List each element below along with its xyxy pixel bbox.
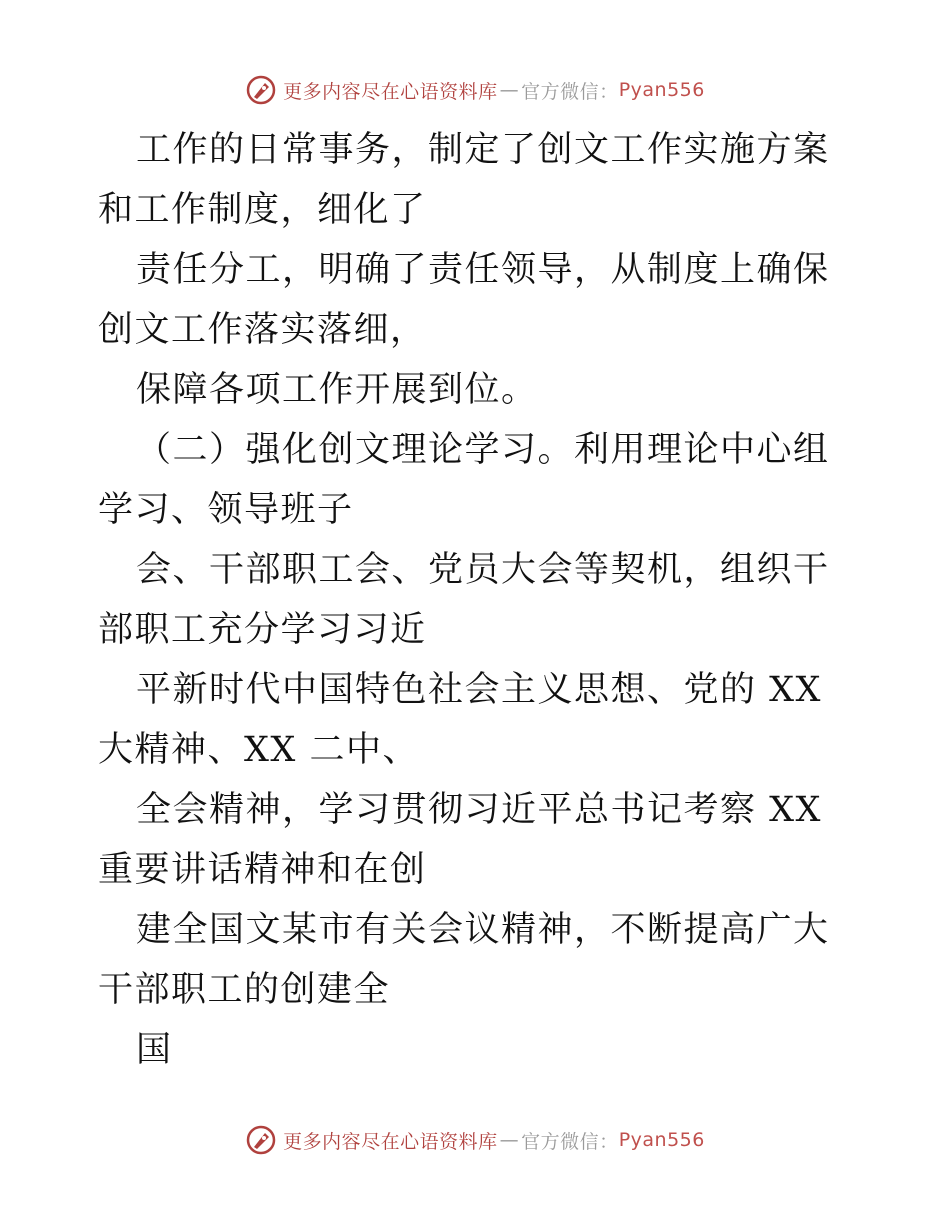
paragraph: 平新时代中国特色社会主义思想、党的 XX 大精神、XX 二中、 [98, 670, 822, 770]
pen-nib-logo-icon [245, 74, 277, 106]
banner-dash: — [499, 1129, 520, 1151]
pen-nib-logo-icon [245, 1124, 277, 1156]
paragraph: 会、干部职工会、党员大会等契机，组织干部职工充分学习习近 [98, 550, 830, 650]
paragraph: 工作的日常事务，制定了创文工作实施方案和工作制度，细化了 [98, 130, 830, 230]
banner-wechat-id: Pyan556 [618, 1129, 705, 1151]
banner-wechat-id: Pyan556 [618, 79, 705, 101]
paragraph: 全会精神，学习贯彻习近平总书记考察 XX 重要讲话精神和在创 [98, 790, 822, 890]
paragraph: （二）强化创文理论学习。利用理论中心组学习、领导班子 [98, 430, 830, 530]
paragraph: 保障各项工作开展到位。 [136, 370, 538, 410]
banner-wechat-label: 官方微信： [521, 1130, 619, 1153]
banner-dash: — [499, 79, 520, 101]
header-banner [0, 70, 950, 110]
banner-wechat-label: 官方微信： [521, 80, 619, 103]
paragraph: 责任分工，明确了责任领导，从制度上确保创文工作落实落细， [98, 250, 830, 350]
banner-title: 更多内容尽在心语资料库 [283, 80, 498, 103]
document-body [98, 120, 858, 1080]
footer-banner [0, 1120, 950, 1160]
paragraph: 建全国文某市有关会议精神，不断提高广大干部职工的创建全 [98, 910, 830, 1010]
banner-title: 更多内容尽在心语资料库 [283, 1130, 498, 1153]
paragraph: 国 [136, 1030, 173, 1070]
